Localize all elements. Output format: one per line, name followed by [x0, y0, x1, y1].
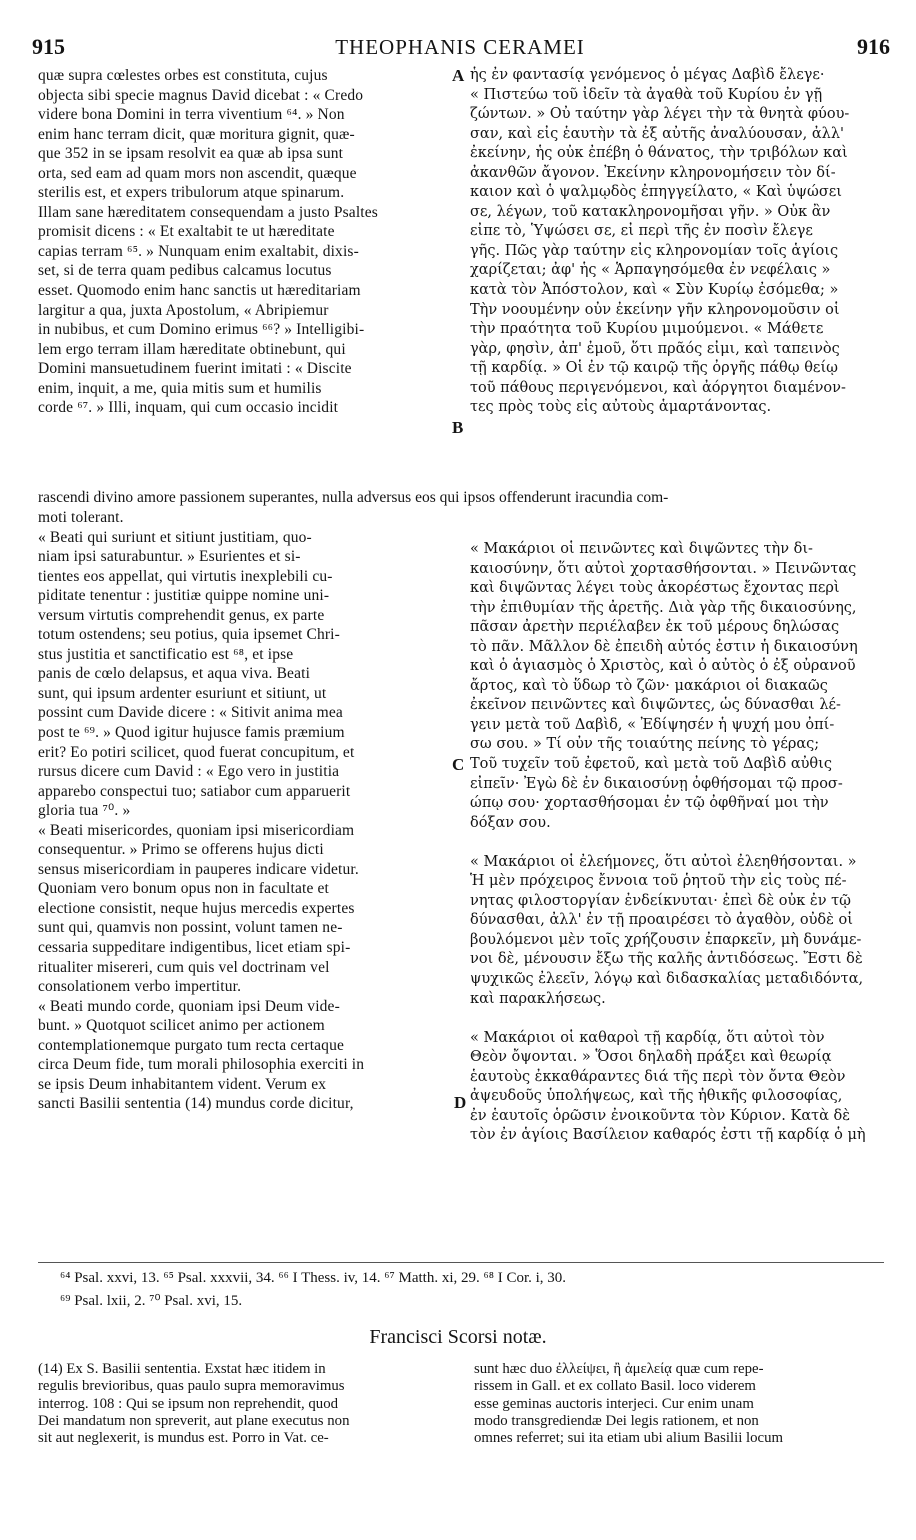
greek-text-line: « Μακάριοι οἱ καθαροὶ τῇ καρδίᾳ, ὅτι αὐτοὶ τὸν — [470, 1029, 825, 1046]
latin-text-line: se ipsis Deum inhabitantem vident. Verum ex — [38, 1075, 327, 1093]
greek-text-line: ζώντων. » Οὐ ταύτην γὰρ λέγει τὴν τὰ θνητὰ φύου- — [470, 106, 850, 123]
latin-text-line: largitur a qua, juxta Apostolum, « Abripiemur — [38, 301, 329, 319]
latin-text-line: gloria tua ⁷⁰. » — [38, 802, 131, 820]
greek-text-line: τὸ πᾶν. Μᾶλλον δὲ ἐπειδὴ αὐτός ἐστιν ἡ δικαιοσύνη — [470, 638, 858, 655]
latin-text-line: objecta sibi specie magnus David dicebat : « Credo — [38, 86, 364, 104]
note-text-line: regulis brevioribus, quas paulo supra memoravimus — [38, 1378, 345, 1395]
latin-text-line: quæ supra cœlestes orbes est constituta, cujus — [38, 67, 328, 84]
latin-text-line: capias terram ⁶⁵. » Nunquam enim exaltabit, dixis- — [38, 242, 359, 260]
greek-text-line: καὶ διψῶντας λέγει τοὺς ἀκορέστως ἔχοντας περὶ — [470, 580, 840, 597]
greek-text-line: « Μακάριοι οἱ πεινῶντες καὶ διψῶντες τὴν δι- — [470, 541, 813, 557]
latin-text-line: consolationem verbo impertitur. — [38, 978, 242, 996]
section-marker-a: A — [452, 66, 465, 85]
latin-text-line: sunt, qui ipsum ardenter esuriunt et sitiunt, ut — [38, 684, 327, 702]
page-number-right: 916 — [857, 34, 890, 59]
greek-text-line: Θεὸν ὄψονται. » Ὅσοι δηλαδὴ πράξει καὶ θεωρίᾳ — [470, 1049, 832, 1066]
latin-text-line: contemplationemque purgato tum recta certaque — [38, 1036, 345, 1054]
greek-text-line — [470, 1009, 880, 1029]
latin-text-line: enim, inquit, a me, quia mitis sum et humilis — [38, 379, 322, 397]
latin-text-line: possint cum Davide dicere : « Sitivit anima mea — [38, 704, 343, 722]
latin-text-line: circa Deum fide, tum morali philosophia exerciti in — [38, 1056, 365, 1074]
footnote-line: ⁶⁹ Psal. lxii, 2. ⁷⁰ Psal. xvi, 15. — [60, 1293, 243, 1309]
latin-text-line: enim hanc terram dicit, quæ moritura gignit, quæ- — [38, 125, 355, 143]
latin-text-line: panis de cœlo delapsus, et aqua viva. Beati — [38, 665, 311, 683]
latin-text-line: corde ⁶⁷. » Illi, inquam, qui cum occasio incidit — [38, 399, 339, 417]
latin-text-line: sterilis est, et expers tribulorum atque spinarum. — [38, 184, 345, 202]
latin-text-line: Illam sane hæreditatem consequendam a justo Psaltes — [38, 203, 378, 221]
section-marker-d: D — [454, 1093, 467, 1112]
latin-text-line: sensus misericordiam in pauperes indicare videtur. — [38, 860, 359, 878]
greek-column-bottom — [470, 540, 880, 1146]
latin-text-line: stus justitia et sanctificatio est ⁶⁸, et ipse — [38, 645, 294, 663]
latin-text-line: sunt qui, quamvis non possint, volunt tamen ne- — [38, 919, 343, 937]
greek-text-line: ἧς ἐν φαντασίᾳ γενόμενος ὁ μέγας Δαβὶδ ἔλεγε· — [470, 67, 825, 83]
greek-text-line: νοι δὲ, μένουσιν ἔξω τῆς καλῆς ἀντιδόσεως. Ἔστι δὲ — [470, 951, 863, 968]
greek-text-line: σε, λέγων, τοῦ κατακληρονομῆσαι γῆν. » Οὐκ ἂν — [470, 203, 831, 220]
greek-text-line: κατὰ τὸν Ἀπόστολον, καὶ « Σὺν Κυρίῳ ἐσόμεθα; » — [470, 282, 839, 299]
latin-text-line: « Beati mundo corde, quoniam ipsi Deum vide- — [38, 997, 340, 1015]
greek-text-line: τὴν πραότητα τοῦ Κυρίου μιμούμενοι. « Μάθετε — [470, 321, 824, 338]
latin-text-line: sancti Basilii sententia (14) mundus corde dicitur, — [38, 1095, 354, 1113]
latin-text-line: bunt. » Quotquot scilicet animo per actionem — [38, 1017, 325, 1035]
greek-text-line: γειν μετὰ τοῦ Δαβὶδ, « Ἐδίψησέν ἡ ψυχή μου ὀπί- — [470, 716, 835, 733]
latin-text-line: piditate tenentur : justitiæ quippe nomine uni- — [38, 587, 330, 605]
greek-text-line: γὰρ, φησὶν, ἀπ' ἐμοῦ, ὅτι πρᾶός εἰμι, καὶ ταπεινὸς — [470, 340, 840, 357]
running-title: THEOPHANIS CERAMEI — [335, 35, 585, 59]
latin-text-line: electione consistit, neque hujus mercedis expertes — [38, 899, 355, 917]
full-width-line: rascendi divino amore passionem superantes, nulla adversus eos qui ipsos offenderunt iracundia com- — [38, 489, 669, 506]
greek-text-line — [470, 833, 880, 853]
latin-text-line: totum ostendens; seu potius, quia ipsemet Chri- — [38, 626, 340, 644]
note-text-line: sit aut neglexerit, is mundus est. Porro in Vat. ce- — [38, 1430, 329, 1447]
notes-left-column — [38, 1361, 456, 1447]
greek-text-line: καιοσύνην, ὅτι αὐτοὶ χορτασθήσονται. » Πεινῶντας — [470, 560, 857, 577]
greek-text-line: « Μακάριοι οἱ ἐλεήμονες, ὅτι αὐτοὶ ἐλεηθήσονται. » — [470, 853, 857, 870]
greek-column-top — [470, 66, 880, 418]
latin-text-line: niam ipsi saturabuntur. » Esurientes et si- — [38, 548, 301, 566]
greek-text-line: δόξαν σου. — [470, 814, 551, 831]
greek-text-line: ἀψευδοῦς ὑπολήψεως, καὶ τῆς ἠθικῆς φιλοσοφίας, — [470, 1088, 843, 1105]
greek-text-line: τὴν ἐπιθυμίαν τῆς ἀρετῆς. Διὰ γὰρ τῆς δικαιοσύνης, — [470, 599, 857, 616]
greek-text-line: ἐκεῖνον πεινῶντες καὶ διψῶντες, ὡς δύνασθαι λέ- — [470, 697, 841, 714]
latin-text-line: Domini mansuetudinem fuerint imitati : « Discite — [38, 360, 352, 378]
note-text-line: Dei mandatum non spreverit, aut plane executus non — [38, 1412, 350, 1429]
greek-text-line: σω σου. » Τί οὖν τῆς τοιαύτης πείνης τὸ γέρας; — [470, 736, 820, 753]
note-text-line: interrog. 108 : Qui se ipsum non reprehendit, quod — [38, 1395, 338, 1412]
greek-text-line: εἶπε τὸ, Ὑψώσει σε, εἰ περὶ τῆς ἐν ποσὶν ἔλεγε — [470, 223, 813, 240]
note-text-line: omnes referret; sui ita etiam ubi alium Basilii locum — [474, 1430, 784, 1447]
greek-text-line: ἐν ἑαυτοῖς ὁρῶσιν ἐνοικοῦντα τὸν Κύριον. Κατὰ δὲ — [470, 1107, 851, 1124]
latin-text-line: « Beati qui suriunt et sitiunt justitiam, quo- — [38, 528, 312, 546]
latin-text-line: Quoniam vero bonum opus non in facultate et — [38, 880, 329, 898]
greek-text-line: τὸν ἐν ἁγίοις Βασίλειον καθαρός ἐστι τῇ καρδίᾳ ὁ μὴ — [470, 1127, 866, 1144]
latin-text-line: ritualiter misereri, cum quis vel doctrinam vel — [38, 958, 330, 976]
greek-text-line: Τοῦ τυχεῖν τοῦ ἐφετοῦ, καὶ μετὰ τοῦ Δαβὶδ αὖθις — [470, 756, 832, 773]
latin-text-line: apparebo conspectui tuo; satiabor cum apparuerit — [38, 782, 351, 800]
latin-text-line: set, si de terra quam pedibus calcamus locutus — [38, 262, 332, 280]
greek-text-line: ώπῳ σου· χορτασθήσομαι ἐν τῷ ὀφθῆναί μοι τὴν — [470, 795, 829, 812]
latin-text-line: esset. Quomodo enim hanc sanctis ut hæreditariam — [38, 282, 361, 300]
note-text-line: sunt hæc duo ἐλλείψει, ἢ ἀμελείᾳ quæ cum repe- — [474, 1361, 764, 1377]
greek-text-line: γῆς. Πῶς γὰρ ταύτην εἰς κληρονομίαν τοῖς ἁγίοις — [470, 242, 839, 259]
greek-text-line: νητας φιλοστοργίαν ἐνδείκνυται· ἐπεὶ δὲ οὐκ ἐν τῷ — [470, 892, 851, 909]
latin-text-line: tientes eos appellat, qui virtutis inexplebili cu- — [38, 567, 333, 585]
latin-text-line: « Beati misericordes, quoniam ipsi misericordiam — [38, 821, 355, 839]
greek-text-line: τοῦ πάθους περιγενόμενοι, καὶ ἀόργητοι διαμένον- — [470, 379, 846, 396]
note-text-line: modo transgrediendæ Dei legis rationem, et non — [474, 1412, 759, 1429]
latin-text-line: consequentur. » Primo se offerens hujus dicti — [38, 841, 324, 859]
greek-text-line: τῇ καρδίᾳ. » Οἱ ἐν τῷ καιρῷ τῆς ὀργῆς πάθῳ θείῳ — [470, 360, 838, 377]
greek-text-line: χαρίζεται; ἀφ' ἧς « Ἁρπαγησόμεθα ἐν νεφέλαις » — [470, 262, 831, 279]
footnote-rule — [38, 1262, 884, 1263]
greek-text-line: καιον καὶ ὁ ψαλμῳδὸς ἐπηγγείλατο, « Καὶ ὑψώσει — [470, 184, 842, 201]
greek-text-line: σαν, καὶ εἰς ἑαυτὴν τὰ ἐξ αὐτῆς ἀναλύουσαν, ἀλλ' — [470, 125, 844, 142]
greek-text-line: εἰπεῖν· Ἐγὼ δὲ ἐν δικαιοσύνῃ ὀφθήσομαι τῷ προσ- — [470, 775, 843, 792]
latin-text-line: lem ergo terram illam hæreditate obtinebunt, qui — [38, 340, 346, 358]
latin-text-line: cessaria suppeditare indigentibus, licet etiam spi- — [38, 939, 351, 957]
latin-text-line: post te ⁶⁹. » Quod igitur hujusce famis præmium — [38, 724, 345, 742]
greek-text-line: ἀκανθῶν ἄγονον. Ἐκείνην κληρονομήσειν τὸν δί- — [470, 164, 836, 181]
section-marker-c: C — [452, 755, 465, 774]
greek-text-line: Τὴν νοουμένην οὖν ἐκείνην γῆν κληρονομοῦσιν οἱ — [470, 301, 840, 318]
greek-text-line: δύνασθαι, ἀλλ' ἐν τῇ προαιρέσει τὸ ἀγαθὸν, οὐδὲ οἱ — [470, 912, 853, 929]
greek-text-line: « Πιστεύω τοῦ ἰδεῖν τὰ ἀγαθὰ τοῦ Κυρίου ἐν γῇ — [470, 86, 823, 103]
latin-text-line: rursus dicere cum David : « Ego vero in justitia — [38, 763, 340, 781]
latin-text-line: versum virtutis comprehendit genus, ex parte — [38, 606, 325, 624]
footnote-line: ⁶⁴ Psal. xxvi, 13. ⁶⁵ Psal. xxxvii, 34. ⁶⁶ I Thess. iv, 14. ⁶⁷ Matth. xi, 29. ⁶⁸ I Cor. i, 30. — [60, 1270, 567, 1286]
greek-text-line: βουλόμενοι μὲν τοῖς χρήζουσιν ἐπαρκεῖν, μὴ δυνάμε- — [470, 931, 862, 948]
latin-text-line: promisit dicens : « Et exaltabit te ut hæreditate — [38, 223, 335, 241]
latin-text-line: in nubibus, et cum Domino erimus ⁶⁶? » Intelligibi- — [38, 321, 365, 339]
latin-column-bottom — [38, 508, 452, 1114]
note-text-line: rissem in Gall. et ex collato Basil. loco viderem — [474, 1378, 756, 1395]
greek-text-line: πᾶσαν ἀρετὴν περιέλαβεν ἐκ τοῦ μέρους δηλώσας — [470, 619, 840, 636]
greek-text-line: ψυχικῶς ἐλεεῖν, λόγῳ καὶ διδασκαλίας μεταδιδόντα, — [470, 971, 864, 988]
greek-text-line: καὶ παρακλήσεως. — [470, 990, 606, 1007]
greek-text-line: ἄρτος, καὶ τὸ ὕδωρ τὸ ζῶν· μακάριοι οἱ διακαῶς — [470, 677, 828, 694]
greek-text-line: τες πρὸς τοὺς εἰς αὐτοὺς ἁμαρτάνοντας. — [470, 399, 772, 416]
greek-text-line: ἐκείνην, ἧς οὐκ ἐπέβη ὁ θάνατος, τὴν τριβόλων καὶ — [470, 145, 848, 162]
greek-text-line: Ἡ μὲν πρόχειρος ἔννοια τοῦ ῥητοῦ τὴν εἰς τοὺς πέ- — [470, 873, 847, 890]
page-number-left: 915 — [32, 34, 65, 59]
latin-text-line: orta, sed eam ad quam mors non ascendit, quæque — [38, 164, 357, 182]
latin-column-top — [38, 66, 452, 418]
page-header — [30, 34, 890, 64]
latin-text-line: que 352 in se ipsam resolvit ea quæ ab ipsa sunt — [38, 145, 344, 163]
section-marker-b: B — [452, 418, 464, 437]
greek-text-line: καὶ ὁ ἁγιασμὸς ὁ Χριστὸς, καὶ ὁ αὐτὸς ὁ ἐξ οὐρανοῦ — [470, 658, 856, 675]
notes-right-column — [474, 1361, 892, 1447]
latin-text-line: erit? Eo potiri scilicet, quod fuerat concupitum, et — [38, 743, 355, 761]
note-text-line: esse geminas auctoris interjeci. Cur enim unam — [474, 1395, 754, 1412]
note-text-line: (14) Ex S. Basilii sententia. Exstat hæc itidem in — [38, 1361, 326, 1377]
latin-text-line: moti tolerant. — [38, 509, 124, 526]
greek-text-line: ἑαυτοὺς ἐκκαθάραντες διά τῆς περὶ τὸν ὄντα Θεὸν — [470, 1068, 846, 1085]
latin-text-line: videre bona Domini in terra viventium ⁶⁴. » Non — [38, 106, 345, 124]
notes-title: Francisci Scorsi notæ. — [369, 1326, 547, 1348]
